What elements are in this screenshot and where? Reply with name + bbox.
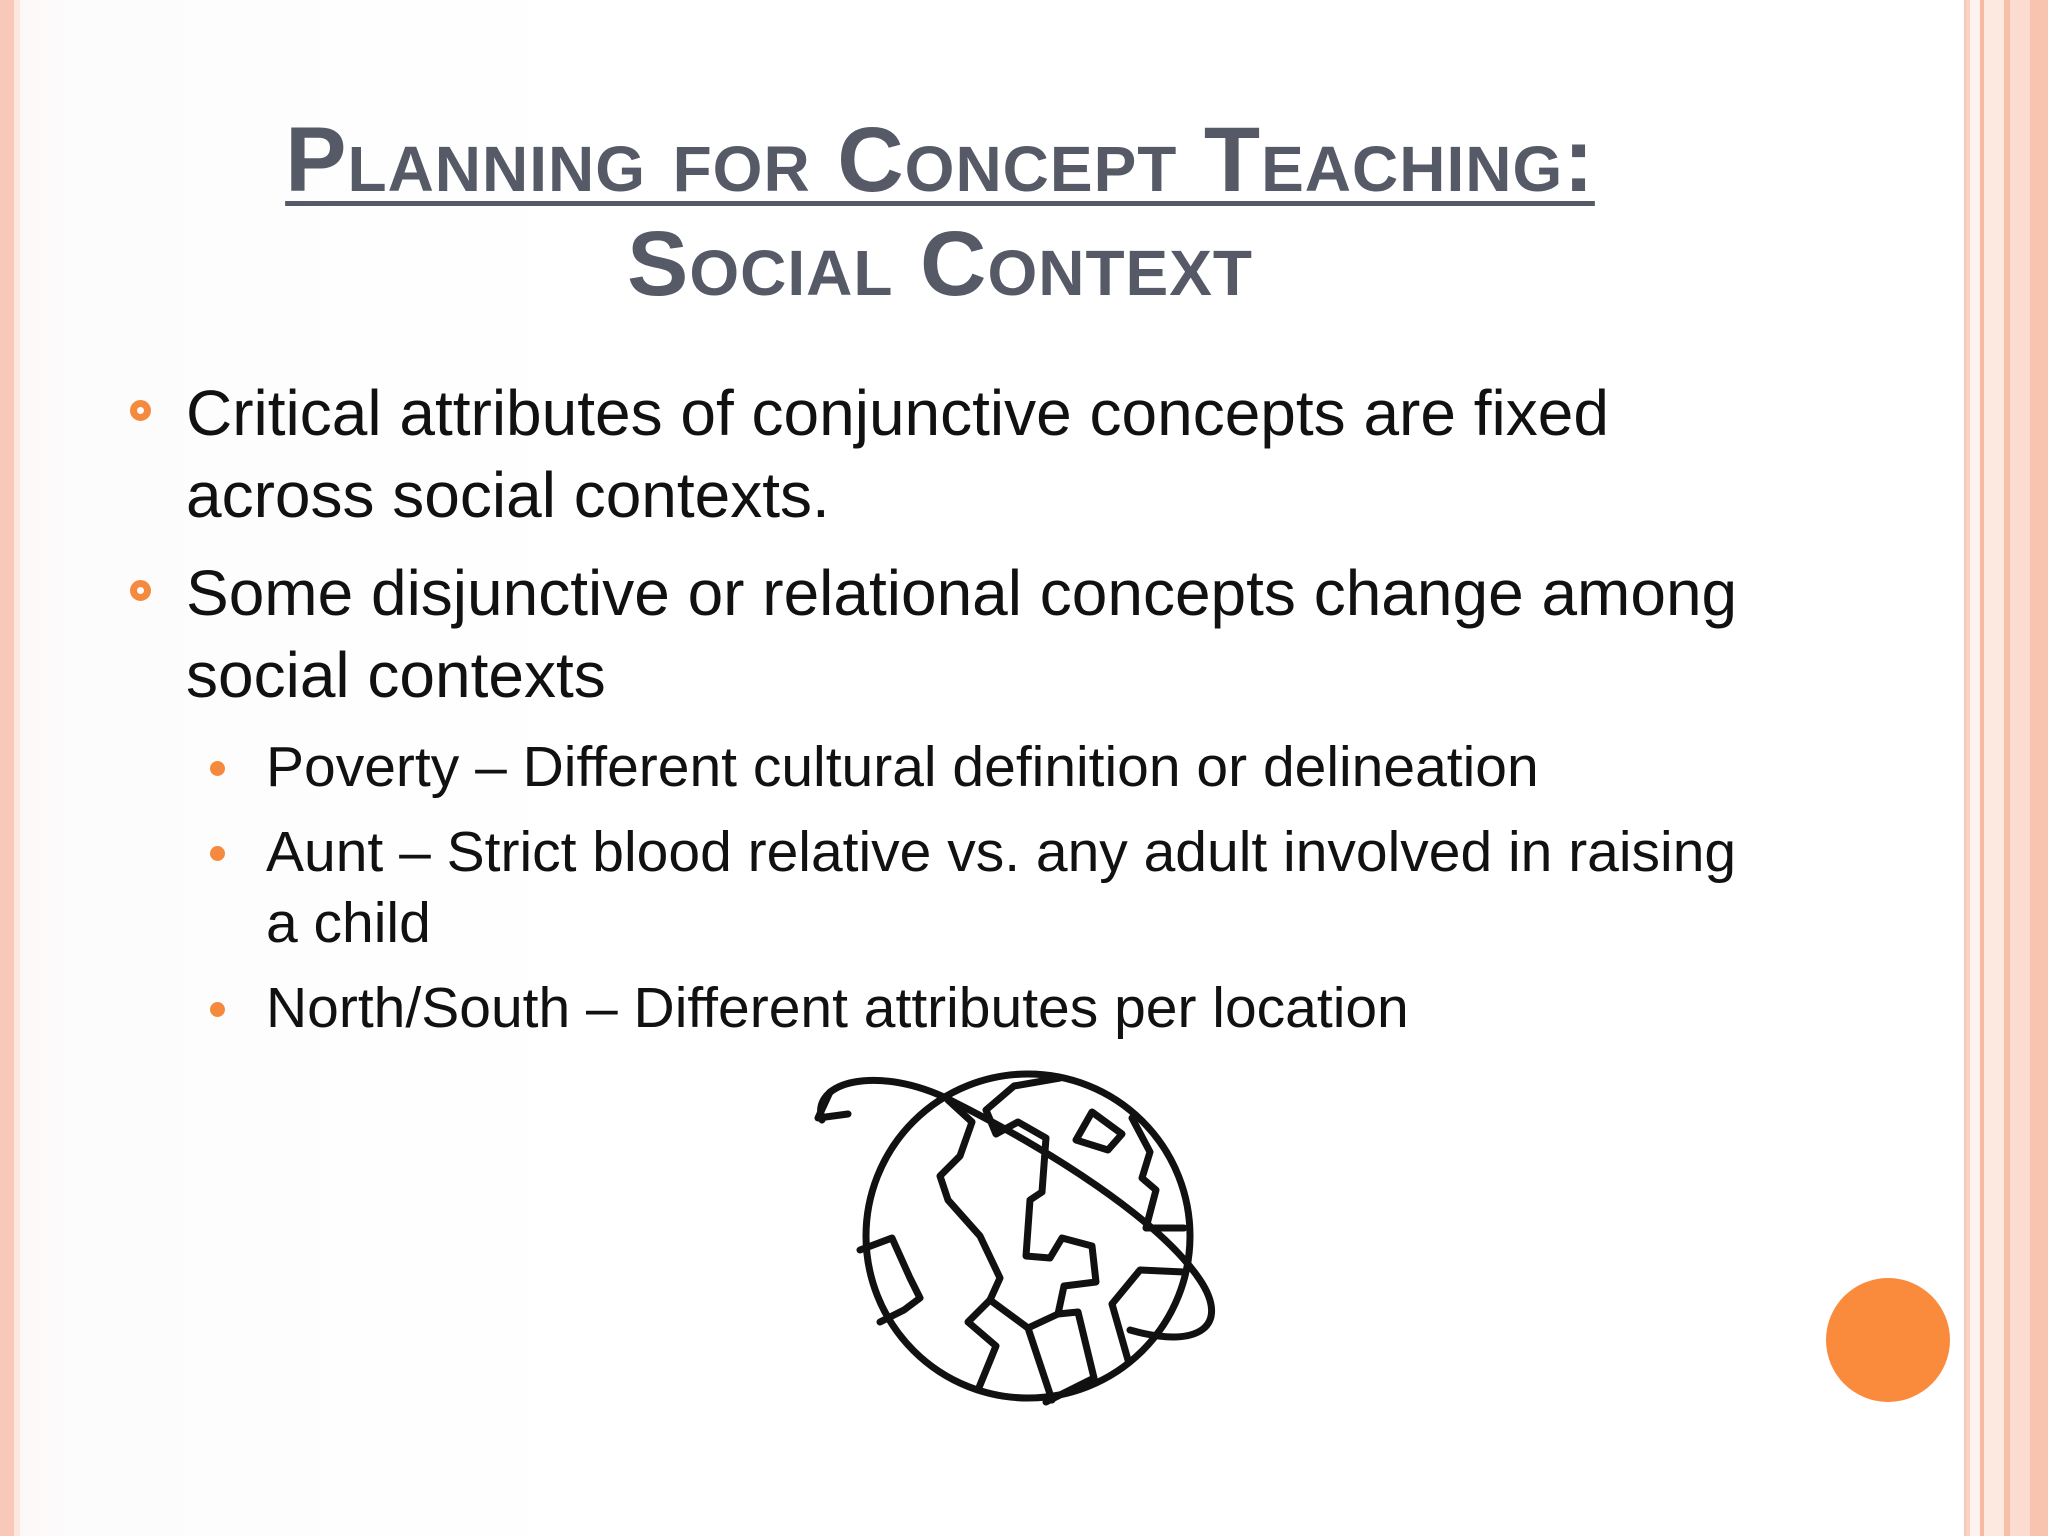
sub-bullet-item	[266, 817, 1766, 959]
bullet-list	[130, 372, 1770, 1058]
sub-bullet-item	[266, 973, 1766, 1044]
dot-bullet-icon	[210, 846, 225, 861]
globe-icon	[800, 1060, 1240, 1420]
bullet-text: Some disjunctive or relational concepts change among social contexts	[186, 557, 1738, 711]
slide-title-line2: Social Context	[626, 213, 1254, 315]
dot-bullet-icon	[210, 1002, 225, 1017]
sub-bullet-item	[266, 732, 1766, 803]
bullet-item	[130, 372, 1770, 536]
left-border-stripe-light	[14, 0, 20, 1536]
decorative-orange-circle	[1826, 1278, 1950, 1402]
ring-bullet-icon	[130, 580, 151, 601]
slide-title-line1: Planning for Concept Teaching:	[285, 109, 1595, 211]
bullet-item	[130, 552, 1770, 716]
right-border-band	[1966, 0, 2048, 1536]
bullet-text: Critical attributes of conjunctive concepts are fixed across social contexts.	[186, 377, 1609, 531]
sub-bullet-text: North/South – Different attributes per location	[266, 976, 1409, 1040]
sub-bullet-text: Poverty – Different cultural definition or delineation	[266, 735, 1539, 799]
slide-title	[140, 108, 1740, 316]
left-border-stripe	[0, 0, 14, 1536]
sub-bullet-text: Aunt – Strict blood relative vs. any adult involved in raising a child	[266, 820, 1737, 955]
dot-bullet-icon	[210, 761, 225, 776]
ring-bullet-icon	[130, 400, 151, 421]
